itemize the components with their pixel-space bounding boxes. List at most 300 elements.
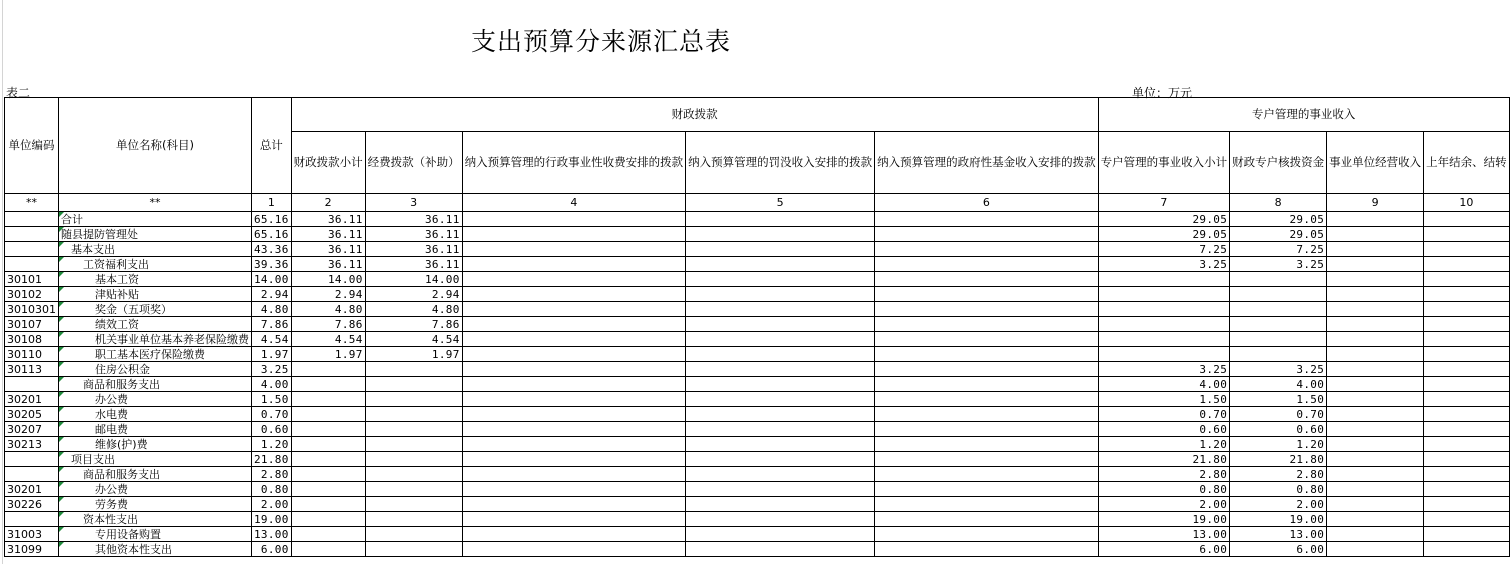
cell-value xyxy=(1230,287,1327,302)
cell-value xyxy=(1424,287,1510,302)
cell-value xyxy=(462,377,686,392)
cell-value xyxy=(1230,347,1327,362)
cell-value: 3.25 xyxy=(1230,257,1327,272)
cell-value: 0.60 xyxy=(252,422,292,437)
sheet-left-gridline xyxy=(2,0,3,564)
cell-value xyxy=(875,317,1099,332)
cell-value xyxy=(1424,482,1510,497)
cell-value: 19.00 xyxy=(1098,512,1230,527)
column-number: 6 xyxy=(875,194,1099,212)
column-number: 4 xyxy=(462,194,686,212)
cell-value xyxy=(686,302,875,317)
cell-value xyxy=(686,272,875,287)
cell-code xyxy=(5,452,59,467)
cell-code: 30108 xyxy=(5,332,59,347)
cell-name: 机关事业单位基本养老保险缴费 xyxy=(59,332,252,347)
cell-value xyxy=(875,242,1099,257)
cell-value xyxy=(686,362,875,377)
cell-value xyxy=(291,527,365,542)
cell-value xyxy=(875,452,1099,467)
cell-value xyxy=(1327,302,1424,317)
header-name: 单位名称(科目) xyxy=(59,98,252,194)
cell-value: 36.11 xyxy=(365,227,462,242)
cell-code: 30213 xyxy=(5,437,59,452)
cell-value: 0.80 xyxy=(1098,482,1230,497)
cell-value xyxy=(1424,512,1510,527)
cell-value xyxy=(365,497,462,512)
cell-code xyxy=(5,512,59,527)
cell-value xyxy=(462,437,686,452)
cell-value xyxy=(875,287,1099,302)
cell-value: 0.70 xyxy=(252,407,292,422)
cell-value xyxy=(875,482,1099,497)
cell-value: 1.50 xyxy=(1098,392,1230,407)
cell-value xyxy=(291,362,365,377)
cell-value xyxy=(1327,437,1424,452)
cell-value xyxy=(365,437,462,452)
cell-value xyxy=(291,497,365,512)
cell-code xyxy=(5,467,59,482)
cell-value xyxy=(291,422,365,437)
column-number: 7 xyxy=(1098,194,1230,212)
cell-name: 职工基本医疗保险缴费 xyxy=(59,347,252,362)
cell-value: 7.25 xyxy=(1098,242,1230,257)
cell-value: 0.70 xyxy=(1230,407,1327,422)
cell-value: 1.97 xyxy=(252,347,292,362)
cell-value xyxy=(1424,242,1510,257)
cell-name: 住房公积金 xyxy=(59,362,252,377)
cell-value: 0.70 xyxy=(1098,407,1230,422)
cell-value xyxy=(365,467,462,482)
cell-value xyxy=(1230,302,1327,317)
column-number: 9 xyxy=(1327,194,1424,212)
cell-code: 30110 xyxy=(5,347,59,362)
cell-value xyxy=(1424,362,1510,377)
cell-value: 65.16 xyxy=(252,212,292,227)
cell-value xyxy=(462,272,686,287)
cell-value xyxy=(1327,467,1424,482)
cell-value xyxy=(686,347,875,362)
cell-value: 36.11 xyxy=(291,212,365,227)
cell-value: 2.00 xyxy=(252,497,292,512)
table-row xyxy=(5,227,1510,242)
cell-value: 13.00 xyxy=(1098,527,1230,542)
cell-value: 1.20 xyxy=(252,437,292,452)
cell-value xyxy=(686,212,875,227)
cell-value: 2.94 xyxy=(252,287,292,302)
cell-value xyxy=(1098,332,1230,347)
cell-name: 项目支出 xyxy=(59,452,252,467)
table-row xyxy=(5,452,1510,467)
cell-value: 39.36 xyxy=(252,257,292,272)
cell-value: 36.11 xyxy=(365,257,462,272)
cell-value xyxy=(365,452,462,467)
cell-value: 7.86 xyxy=(291,317,365,332)
budget-table xyxy=(4,97,1510,557)
cell-name: 合计 xyxy=(59,212,252,227)
cell-value xyxy=(875,302,1099,317)
cell-value: 1.50 xyxy=(252,392,292,407)
cell-code xyxy=(5,257,59,272)
cell-value: 2.00 xyxy=(1098,497,1230,512)
cell-value xyxy=(875,227,1099,242)
cell-value xyxy=(1230,272,1327,287)
cell-value: 6.00 xyxy=(1230,542,1327,557)
cell-value: 2.94 xyxy=(365,287,462,302)
cell-name: 基本支出 xyxy=(59,242,252,257)
cell-value: 36.11 xyxy=(365,242,462,257)
cell-value xyxy=(686,452,875,467)
cell-value xyxy=(1327,512,1424,527)
cell-value: 65.16 xyxy=(252,227,292,242)
cell-value xyxy=(365,407,462,422)
cell-value xyxy=(1424,302,1510,317)
cell-value xyxy=(1424,422,1510,437)
cell-value xyxy=(365,542,462,557)
cell-value: 3.25 xyxy=(252,362,292,377)
cell-code: 30207 xyxy=(5,422,59,437)
cell-value xyxy=(686,437,875,452)
cell-value xyxy=(1327,212,1424,227)
cell-value: 19.00 xyxy=(252,512,292,527)
cell-value: 36.11 xyxy=(365,212,462,227)
cell-value: 4.80 xyxy=(365,302,462,317)
cell-code: 31003 xyxy=(5,527,59,542)
cell-name: 办公费 xyxy=(59,392,252,407)
cell-code: 30201 xyxy=(5,392,59,407)
header-fiscal-admin: 纳入预算管理的行政事业性收费安排的拨款 xyxy=(462,132,686,194)
table-row xyxy=(5,407,1510,422)
cell-value xyxy=(686,512,875,527)
cell-value xyxy=(1424,377,1510,392)
cell-value xyxy=(875,347,1099,362)
cell-code: 30113 xyxy=(5,362,59,377)
cell-value xyxy=(1327,287,1424,302)
table-row xyxy=(5,497,1510,512)
cell-value: 21.80 xyxy=(1098,452,1230,467)
cell-value xyxy=(686,242,875,257)
header-fiscal-subtotal: 财政拨款小计 xyxy=(291,132,365,194)
cell-value: 4.54 xyxy=(365,332,462,347)
cell-value: 1.20 xyxy=(1098,437,1230,452)
cell-value xyxy=(291,452,365,467)
cell-value: 21.80 xyxy=(252,452,292,467)
cell-value xyxy=(462,362,686,377)
cell-value xyxy=(365,377,462,392)
cell-code: 30201 xyxy=(5,482,59,497)
cell-value: 14.00 xyxy=(365,272,462,287)
cell-value: 2.80 xyxy=(252,467,292,482)
cell-value xyxy=(1424,227,1510,242)
header-special-fiscal: 财政专户核拨资金 xyxy=(1230,132,1327,194)
cell-value xyxy=(1327,332,1424,347)
cell-value xyxy=(1424,272,1510,287)
cell-value xyxy=(875,332,1099,347)
cell-code: 30101 xyxy=(5,272,59,287)
cell-code: 3010301 xyxy=(5,302,59,317)
cell-value xyxy=(462,227,686,242)
cell-value xyxy=(686,392,875,407)
cell-value xyxy=(1098,317,1230,332)
cell-value xyxy=(1327,242,1424,257)
cell-value xyxy=(462,317,686,332)
cell-value xyxy=(365,527,462,542)
cell-value: 6.00 xyxy=(1098,542,1230,557)
table-row xyxy=(5,272,1510,287)
cell-value xyxy=(462,512,686,527)
table-row xyxy=(5,257,1510,272)
cell-value xyxy=(1098,302,1230,317)
cell-value xyxy=(462,497,686,512)
cell-value: 7.25 xyxy=(1230,242,1327,257)
cell-value xyxy=(462,212,686,227)
cell-value xyxy=(462,332,686,347)
cell-value xyxy=(1424,317,1510,332)
cell-value xyxy=(1230,317,1327,332)
cell-value xyxy=(1327,362,1424,377)
cell-value xyxy=(1424,212,1510,227)
cell-value: 36.11 xyxy=(291,242,365,257)
column-number: 10 xyxy=(1424,194,1510,212)
cell-value xyxy=(1327,542,1424,557)
cell-value: 1.97 xyxy=(365,347,462,362)
cell-value xyxy=(875,377,1099,392)
cell-value xyxy=(1424,257,1510,272)
cell-value xyxy=(291,542,365,557)
cell-name: 基本工资 xyxy=(59,272,252,287)
cell-value: 14.00 xyxy=(252,272,292,287)
cell-value xyxy=(1327,377,1424,392)
cell-value: 4.80 xyxy=(252,302,292,317)
cell-value xyxy=(686,287,875,302)
cell-value xyxy=(686,227,875,242)
cell-value xyxy=(291,512,365,527)
cell-value: 7.86 xyxy=(252,317,292,332)
column-number: ** xyxy=(5,194,59,212)
cell-value: 1.97 xyxy=(291,347,365,362)
cell-value xyxy=(1424,497,1510,512)
cell-value: 7.86 xyxy=(365,317,462,332)
table-row xyxy=(5,392,1510,407)
cell-code: 30102 xyxy=(5,287,59,302)
header-special-subtotal: 专户管理的事业收入小计 xyxy=(1098,132,1230,194)
cell-value xyxy=(686,377,875,392)
column-number: ** xyxy=(59,194,252,212)
header-last-year: 上年结余、结转 xyxy=(1424,132,1510,194)
cell-value xyxy=(1424,527,1510,542)
cell-value xyxy=(1327,272,1424,287)
cell-value xyxy=(1098,287,1230,302)
cell-value xyxy=(1327,347,1424,362)
cell-name: 水电费 xyxy=(59,407,252,422)
cell-value xyxy=(1327,392,1424,407)
cell-value xyxy=(462,482,686,497)
cell-name: 随县提防管理处 xyxy=(59,227,252,242)
header-code: 单位编码 xyxy=(5,98,59,194)
cell-value xyxy=(462,287,686,302)
cell-code xyxy=(5,242,59,257)
cell-code xyxy=(5,377,59,392)
cell-value: 4.00 xyxy=(1098,377,1230,392)
cell-value xyxy=(686,467,875,482)
cell-name: 邮电费 xyxy=(59,422,252,437)
cell-value xyxy=(686,542,875,557)
cell-value xyxy=(365,482,462,497)
cell-name: 其他资本性支出 xyxy=(59,542,252,557)
cell-name: 奖金（五项奖） xyxy=(59,302,252,317)
cell-value: 29.05 xyxy=(1230,227,1327,242)
cell-code: 31099 xyxy=(5,542,59,557)
cell-value xyxy=(462,422,686,437)
header-group-fiscal: 财政拨款 xyxy=(291,98,1098,132)
cell-value: 4.80 xyxy=(291,302,365,317)
cell-value: 36.11 xyxy=(291,227,365,242)
header-group-special: 专户管理的事业收入 xyxy=(1098,98,1509,132)
cell-value xyxy=(875,362,1099,377)
cell-value xyxy=(1327,257,1424,272)
header-fiscal-fee: 经费拨款（补助） xyxy=(365,132,462,194)
cell-value: 19.00 xyxy=(1230,512,1327,527)
cell-value: 4.54 xyxy=(291,332,365,347)
cell-value xyxy=(875,407,1099,422)
cell-value: 29.05 xyxy=(1098,227,1230,242)
table-row xyxy=(5,467,1510,482)
table-row xyxy=(5,302,1510,317)
cell-value: 0.60 xyxy=(1098,422,1230,437)
cell-value: 36.11 xyxy=(291,257,365,272)
cell-value xyxy=(462,257,686,272)
cell-value xyxy=(686,527,875,542)
cell-value xyxy=(462,407,686,422)
cell-name: 工资福利支出 xyxy=(59,257,252,272)
cell-value: 14.00 xyxy=(291,272,365,287)
cell-value: 4.00 xyxy=(1230,377,1327,392)
cell-name: 商品和服务支出 xyxy=(59,467,252,482)
cell-name: 绩效工资 xyxy=(59,317,252,332)
cell-value xyxy=(1327,317,1424,332)
cell-value xyxy=(1327,482,1424,497)
column-number: 5 xyxy=(686,194,875,212)
cell-value xyxy=(1424,407,1510,422)
cell-value xyxy=(1098,347,1230,362)
column-number: 2 xyxy=(291,194,365,212)
cell-value xyxy=(462,347,686,362)
header-business-income: 事业单位经营收入 xyxy=(1327,132,1424,194)
cell-value xyxy=(1327,452,1424,467)
column-number: 1 xyxy=(252,194,292,212)
header-fiscal-fine: 纳入预算管理的罚没收入安排的拨款 xyxy=(686,132,875,194)
cell-value: 13.00 xyxy=(252,527,292,542)
cell-value xyxy=(365,422,462,437)
cell-value: 1.20 xyxy=(1230,437,1327,452)
cell-value: 29.05 xyxy=(1230,212,1327,227)
table-row xyxy=(5,212,1510,227)
table-row xyxy=(5,482,1510,497)
cell-value: 43.36 xyxy=(252,242,292,257)
cell-value: 2.00 xyxy=(1230,497,1327,512)
column-number-row xyxy=(5,194,1510,212)
cell-value xyxy=(875,392,1099,407)
header-row-1 xyxy=(5,98,1510,132)
table-row xyxy=(5,317,1510,332)
cell-name: 津贴补贴 xyxy=(59,287,252,302)
cell-value xyxy=(462,302,686,317)
cell-value: 2.80 xyxy=(1098,467,1230,482)
cell-code: 30226 xyxy=(5,497,59,512)
cell-value xyxy=(291,437,365,452)
cell-value xyxy=(875,467,1099,482)
cell-code: 30107 xyxy=(5,317,59,332)
cell-value xyxy=(1424,542,1510,557)
cell-value: 0.80 xyxy=(252,482,292,497)
cell-value xyxy=(875,272,1099,287)
cell-value xyxy=(875,422,1099,437)
cell-value xyxy=(875,527,1099,542)
cell-code xyxy=(5,227,59,242)
table-row xyxy=(5,347,1510,362)
cell-value: 2.80 xyxy=(1230,467,1327,482)
cell-value xyxy=(686,317,875,332)
cell-value xyxy=(686,407,875,422)
cell-value xyxy=(686,497,875,512)
page-title: 支出预算分来源汇总表 xyxy=(470,27,731,56)
cell-name: 资本性支出 xyxy=(59,512,252,527)
cell-value xyxy=(875,512,1099,527)
table-body xyxy=(5,212,1510,557)
table-row xyxy=(5,422,1510,437)
cell-code: 30205 xyxy=(5,407,59,422)
cell-name: 劳务费 xyxy=(59,497,252,512)
cell-value: 3.25 xyxy=(1098,362,1230,377)
cell-value: 29.05 xyxy=(1098,212,1230,227)
cell-name: 维修(护)费 xyxy=(59,437,252,452)
cell-value xyxy=(462,527,686,542)
cell-value xyxy=(875,497,1099,512)
cell-value: 4.54 xyxy=(252,332,292,347)
cell-value xyxy=(1424,467,1510,482)
table-row xyxy=(5,542,1510,557)
cell-value xyxy=(1424,332,1510,347)
table-row xyxy=(5,377,1510,392)
cell-value xyxy=(1327,227,1424,242)
cell-value xyxy=(462,467,686,482)
cell-value: 4.00 xyxy=(252,377,292,392)
header-fiscal-fund: 纳入预算管理的政府性基金收入安排的拨款 xyxy=(875,132,1099,194)
cell-value: 1.50 xyxy=(1230,392,1327,407)
cell-code xyxy=(5,212,59,227)
cell-value xyxy=(875,212,1099,227)
cell-value xyxy=(291,377,365,392)
cell-value xyxy=(1327,407,1424,422)
header-total: 总计 xyxy=(252,98,292,194)
cell-value xyxy=(686,482,875,497)
cell-value xyxy=(875,542,1099,557)
cell-name: 商品和服务支出 xyxy=(59,377,252,392)
table-row xyxy=(5,332,1510,347)
cell-value xyxy=(1424,437,1510,452)
cell-value xyxy=(1098,272,1230,287)
cell-value: 2.94 xyxy=(291,287,365,302)
table-id-label: 表二 xyxy=(6,86,31,100)
cell-value xyxy=(365,392,462,407)
column-number: 3 xyxy=(365,194,462,212)
cell-value xyxy=(291,407,365,422)
table-row xyxy=(5,527,1510,542)
cell-name: 专用设备购置 xyxy=(59,527,252,542)
cell-value xyxy=(1327,527,1424,542)
table-row xyxy=(5,512,1510,527)
cell-value xyxy=(291,467,365,482)
